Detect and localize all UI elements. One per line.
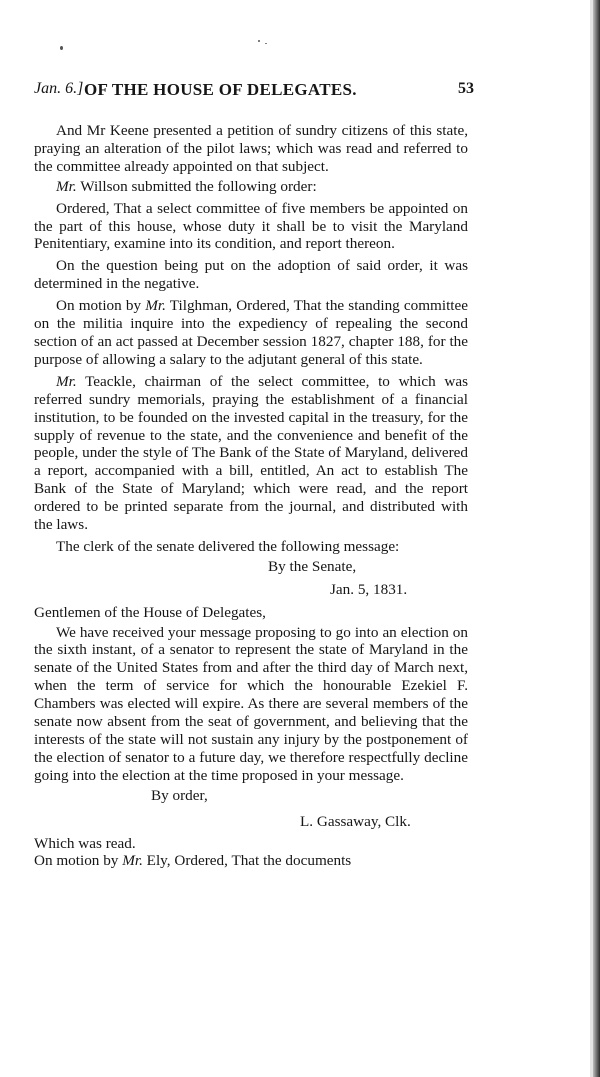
page-body xyxy=(34,122,468,870)
paragraph-willson xyxy=(34,178,468,196)
print-speck xyxy=(265,43,267,44)
paragraph-teackle xyxy=(34,373,468,534)
paragraph-clerk-message: The clerk of the senate delivered the following message: xyxy=(56,537,400,555)
message-clerk: L. Gassaway, Clk. xyxy=(300,812,411,830)
message-date: Jan. 5, 1831. xyxy=(330,580,408,598)
paragraph-tilghman xyxy=(34,297,468,369)
member-title: Mr. xyxy=(56,372,77,390)
closing-motion xyxy=(34,852,468,870)
paragraph-text: Tilghman, Ordered, That the standing committee on the militia inquire into the expediency of repealing the second section of an act passed at December session 1827, chapter 188, for the purpose of allowing a salary to the adjutant general of this state. xyxy=(34,297,468,368)
paragraph-text: Willson submitted the following order: xyxy=(80,177,317,195)
header-date: Jan. 6.] xyxy=(34,80,84,97)
message-body: We have received your message proposing to go into an election on the sixth instant, of a senator to represent the state of Maryland in the senate of the United States from and after the third day of March next, when the term of service for which the honourable Ezekiel F. Chambers was elected will expire. As there are several members of the senate now absent from the seat of government, and believing that the interests of the state will not sustain any injury by the postponement of the election of senator to a future day, we therefore respectfully decline going into the election at the time proposed in your message. xyxy=(34,623,468,784)
member-title: Mr. xyxy=(145,297,166,315)
running-header xyxy=(34,80,474,104)
message-salutation: Gentlemen of the House of Delegates, xyxy=(34,603,266,621)
print-speck xyxy=(60,46,63,50)
closing-read: Which was read. xyxy=(34,834,136,852)
paragraph-question: On the question being put on the adoption of said order, it was determined in the negative. xyxy=(34,257,468,293)
member-title: Mr. xyxy=(56,177,77,195)
paragraph-text: On motion by xyxy=(34,852,119,870)
paragraph-text: On motion by xyxy=(56,297,142,315)
message-sender: By the Senate, xyxy=(268,557,357,575)
paragraph-text: Teackle, chairman of the select committee, to which was referred sundry memorials, praying the establishment of a financial institution, to be founded on the invested capital in the treasury, for the supply of revenue to the state, and the convenience and benefit of the people, under the style of The Bank of the State of Maryland, delivered a report, accompanied with a bill, entitled, An act to establish The Bank of the State of Maryland; which were read, and the report ordered to be printed separate from the journal, and distributed with the laws. xyxy=(34,372,468,534)
member-title: Mr. xyxy=(122,852,143,870)
paragraph-text: Ely, Ordered, That the documents xyxy=(146,852,352,870)
page-number: 53 xyxy=(458,80,474,97)
print-speck xyxy=(258,40,260,42)
header-title: OF THE HOUSE OF DELEGATES. xyxy=(84,80,357,99)
page-edge xyxy=(593,0,600,1077)
paragraph-order: Ordered, That a select committee of five members be appointed on the part of this house, whose duty it shall be to visit the Maryland Penitentiary, examine into its condition, and report thereon. xyxy=(34,199,468,253)
paragraph-petition: And Mr Keene presented a petition of sundry citizens of this state, praying an alteration of the pilot laws; which was read and referred to the committee already appointed on that subject. xyxy=(34,122,468,175)
message-by-order: By order, xyxy=(151,786,208,804)
